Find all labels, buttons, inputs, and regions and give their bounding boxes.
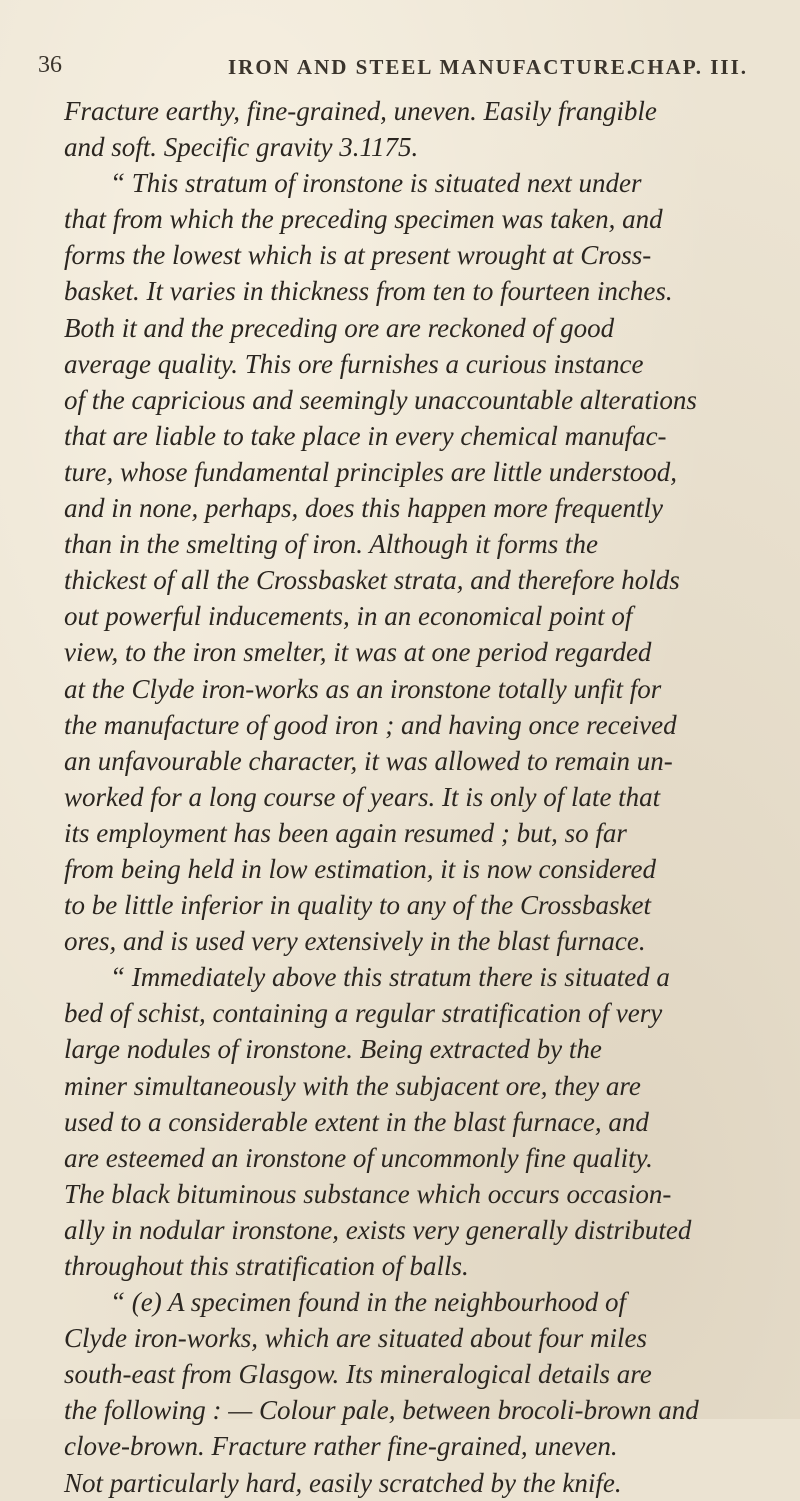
text-line: from being held in low estimation, it is now considered	[64, 853, 656, 884]
text-line: bed of schist, containing a regular stratification of very	[64, 998, 663, 1029]
text-line: forms the lowest which is at present wrought at Cross-	[64, 240, 652, 271]
text-line: ally in nodular ironstone, exists very generally distributed	[64, 1214, 692, 1245]
text-line: out powerful inducements, in an economical point of	[64, 601, 633, 632]
text-line: “ (e) A specimen found in the neighbourhood of	[110, 1287, 626, 1318]
text-line: large nodules of ironstone. Being extracted by the	[64, 1034, 602, 1065]
text-line: throughout this stratification of balls.	[64, 1251, 469, 1281]
running-title: IRON AND STEEL MANUFACTURE.	[228, 55, 634, 79]
text-line: Not particularly hard, easily scratched by the knife.	[64, 1467, 622, 1498]
text-line: Both it and the preceding ore are reckoned of good	[64, 312, 615, 343]
text-line: Clyde iron-works, which are situated about four miles	[64, 1323, 647, 1354]
text-line: Fracture earthy, fine-grained, uneven. Easily frangible	[64, 96, 657, 126]
text-line: south-east from Glasgow. Its mineralogical details are	[64, 1359, 652, 1390]
text-line: thickest of all the Crossbasket strata, and therefore holds	[64, 565, 680, 596]
text-line: used to a considerable extent in the blast furnace, and	[64, 1106, 649, 1137]
text-line: ores, and is used very extensively in the blast furnace.	[64, 926, 646, 957]
text-line: clove-brown. Fracture rather fine-grained, uneven.	[64, 1431, 618, 1462]
text-line: and in none, perhaps, does this happen more frequently	[64, 493, 663, 524]
text-line: “ This stratum of ironstone is situated next under	[110, 168, 642, 199]
text-line: an unfavourable character, it was allowed to remain un-	[64, 745, 673, 776]
text-line: the manufacture of good iron ; and having once received	[64, 709, 677, 740]
text-line: “ Immediately above this stratum there is situated a	[110, 962, 670, 993]
text-line: ture, whose fundamental principles are little understood,	[64, 456, 677, 487]
text-line: average quality. This ore furnishes a curious instance	[64, 348, 644, 379]
text-line: of the capricious and seemingly unaccountable alterations	[64, 384, 697, 415]
text-line: are esteemed an ironstone of uncommonly fine quality.	[64, 1142, 653, 1173]
body-text	[64, 93, 800, 1501]
text-line: The black bituminous substance which occurs occasion-	[64, 1178, 672, 1209]
text-line: basket. It varies in thickness from ten to fourteen inches.	[64, 276, 673, 307]
text-line: and soft. Specific gravity 3.1175.	[64, 132, 419, 163]
text-line: at the Clyde iron-works as an ironstone totally unfit for	[64, 673, 662, 704]
text-line: miner simultaneously with the subjacent ore, they are	[64, 1070, 641, 1101]
text-line: its employment has been again resumed ; but, so far	[64, 817, 627, 848]
text-line: that from which the preceding specimen was taken, and	[64, 204, 663, 235]
page-number: 36	[38, 52, 62, 78]
chapter-label: CHAP. III.	[630, 55, 748, 79]
text-line: that are liable to take place in every chemical manufac-	[64, 420, 667, 451]
text-line: to be little inferior in quality to any of the Crossbasket	[64, 890, 651, 921]
text-line: than in the smelting of iron. Although it forms the	[64, 529, 599, 560]
text-line: worked for a long course of years. It is only of late that	[64, 781, 661, 812]
text-line: the following : — Colour pale, between brocoli-brown and	[64, 1395, 699, 1426]
text-line: view, to the iron smelter, it was at one period regarded	[64, 637, 652, 668]
running-head	[38, 52, 778, 84]
